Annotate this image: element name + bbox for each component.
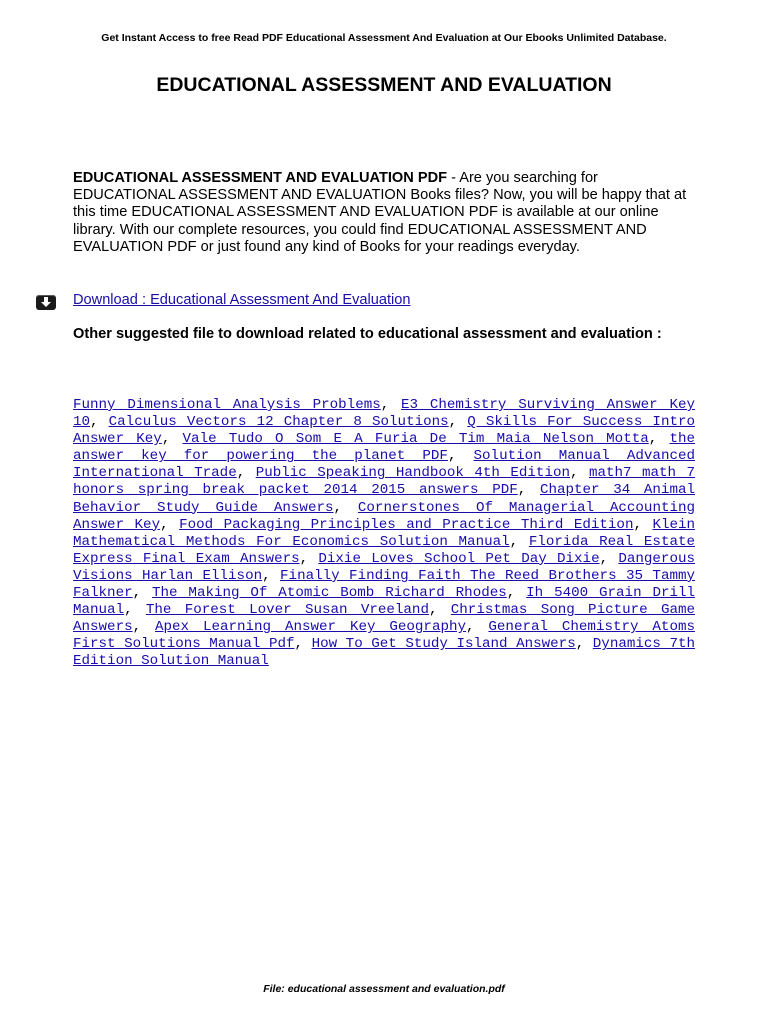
related-link[interactable]: The Making Of Atomic Bomb Richard Rhodes	[152, 585, 507, 602]
related-link[interactable]: Dynamics 7th Edition Solution Manual	[73, 636, 696, 670]
related-link[interactable]: Vale Tudo O Som E A Furia De Tim Maia Nelson Motta	[182, 431, 649, 448]
related-link[interactable]: Dixie Loves School Pet Day Dixie	[318, 550, 600, 567]
intro-body: - Are you searching for EDUCATIONAL ASSESSMENT AND EVALUATION Books files? Now, you will be happy that at this time EDUCATIONAL ASSESSMENT AND EVALUATION PDF is available at our online library. With our complete resources, you could find EDUCATIONAL ASSESSMENT AND EVALUATION PDF or just found any kind of Books for your readings everyday.	[73, 170, 687, 255]
link-separator: ,	[132, 585, 153, 602]
related-link[interactable]: Ih 5400 Grain Drill Manual	[73, 585, 696, 619]
related-link[interactable]: Solution Manual Advanced International Trade	[73, 448, 695, 482]
link-separator: ,	[90, 414, 109, 431]
link-separator: ,	[262, 567, 281, 584]
link-separator: ,	[161, 431, 183, 448]
related-link[interactable]: How To Get Study Island Answers	[311, 636, 576, 653]
related-link[interactable]: Apex Learning Answer Key Geography	[155, 619, 466, 636]
related-link[interactable]: Cornerstones Of Managerial Accounting Answer Key	[73, 499, 696, 533]
link-separator: ,	[633, 516, 653, 533]
related-link[interactable]: Klein Mathematical Methods For Economics Solution Manual	[73, 516, 696, 550]
link-separator: ,	[506, 585, 527, 602]
link-separator: ,	[132, 619, 156, 636]
related-link[interactable]: Calculus Vectors 12 Chapter 8 Solutions	[108, 414, 449, 431]
related-link[interactable]: E3 Chemistry Surviving Answer Key 10	[73, 397, 695, 431]
related-link[interactable]: math7 math 7 honors spring break packet 2014 2015 answers PDF	[73, 465, 696, 499]
link-separator: ,	[569, 465, 589, 482]
document-title: EDUCATIONAL ASSESSMENT AND EVALUATION	[156, 74, 612, 96]
related-link[interactable]: Finally Finding Faith The Reed Brothers 35 Tammy Falkner	[73, 567, 696, 602]
related-link[interactable]: Dangerous Visions Harlan Ellison	[73, 550, 695, 584]
link-separator: ,	[448, 414, 468, 431]
related-link[interactable]: the answer key for powering the planet PDF	[73, 431, 696, 465]
footer-file-label: File: educational assessment and evaluation.pdf	[263, 983, 505, 995]
intro-paragraph	[73, 170, 698, 256]
related-link[interactable]: The Forest Lover Susan Vreeland	[145, 602, 429, 619]
link-separator: ,	[428, 602, 451, 619]
link-separator: ,	[509, 533, 529, 550]
related-link[interactable]: General Chemistry Atoms First Solutions Manual Pdf	[73, 619, 695, 653]
related-link[interactable]: Q Skills For Success Intro Answer Key	[73, 414, 696, 448]
download-row	[36, 292, 716, 312]
link-separator: ,	[294, 636, 312, 653]
related-links-list	[73, 397, 695, 671]
intro-lead: EDUCATIONAL ASSESSMENT AND EVALUATION PDF	[73, 170, 448, 186]
link-separator: ,	[648, 431, 670, 448]
related-link[interactable]: Food Packaging Principles and Practice Third Edition	[179, 516, 634, 533]
link-separator: ,	[466, 619, 489, 636]
link-separator: ,	[447, 448, 474, 465]
link-separator: ,	[517, 482, 540, 499]
top-banner: Get Instant Access to free Read PDF Educational Assessment And Evaluation at Our Ebooks Unlimited Database.	[101, 32, 667, 44]
related-link[interactable]: Florida Real Estate Express Final Exam Answers	[73, 533, 695, 567]
link-separator: ,	[599, 550, 619, 567]
link-separator: ,	[380, 397, 402, 413]
related-link[interactable]: Chapter 34 Animal Behavior Study Guide Answers	[73, 482, 695, 516]
related-link[interactable]: Public Speaking Handbook 4th Edition	[255, 465, 570, 482]
link-separator: ,	[160, 516, 180, 533]
related-link[interactable]: Funny Dimensional Analysis Problems	[73, 397, 381, 413]
download-link[interactable]: Download : Educational Assessment And Evaluation	[73, 292, 411, 308]
link-separator: ,	[299, 550, 319, 567]
link-separator: ,	[333, 499, 358, 516]
link-separator: ,	[575, 636, 593, 653]
link-separator: ,	[124, 602, 146, 619]
download-icon[interactable]	[36, 295, 56, 310]
suggested-heading: Other suggested file to download related to educational assessment and evaluation :	[73, 326, 662, 342]
link-separator: ,	[236, 465, 256, 482]
related-link[interactable]: Christmas Song Picture Game Answers	[73, 602, 695, 636]
